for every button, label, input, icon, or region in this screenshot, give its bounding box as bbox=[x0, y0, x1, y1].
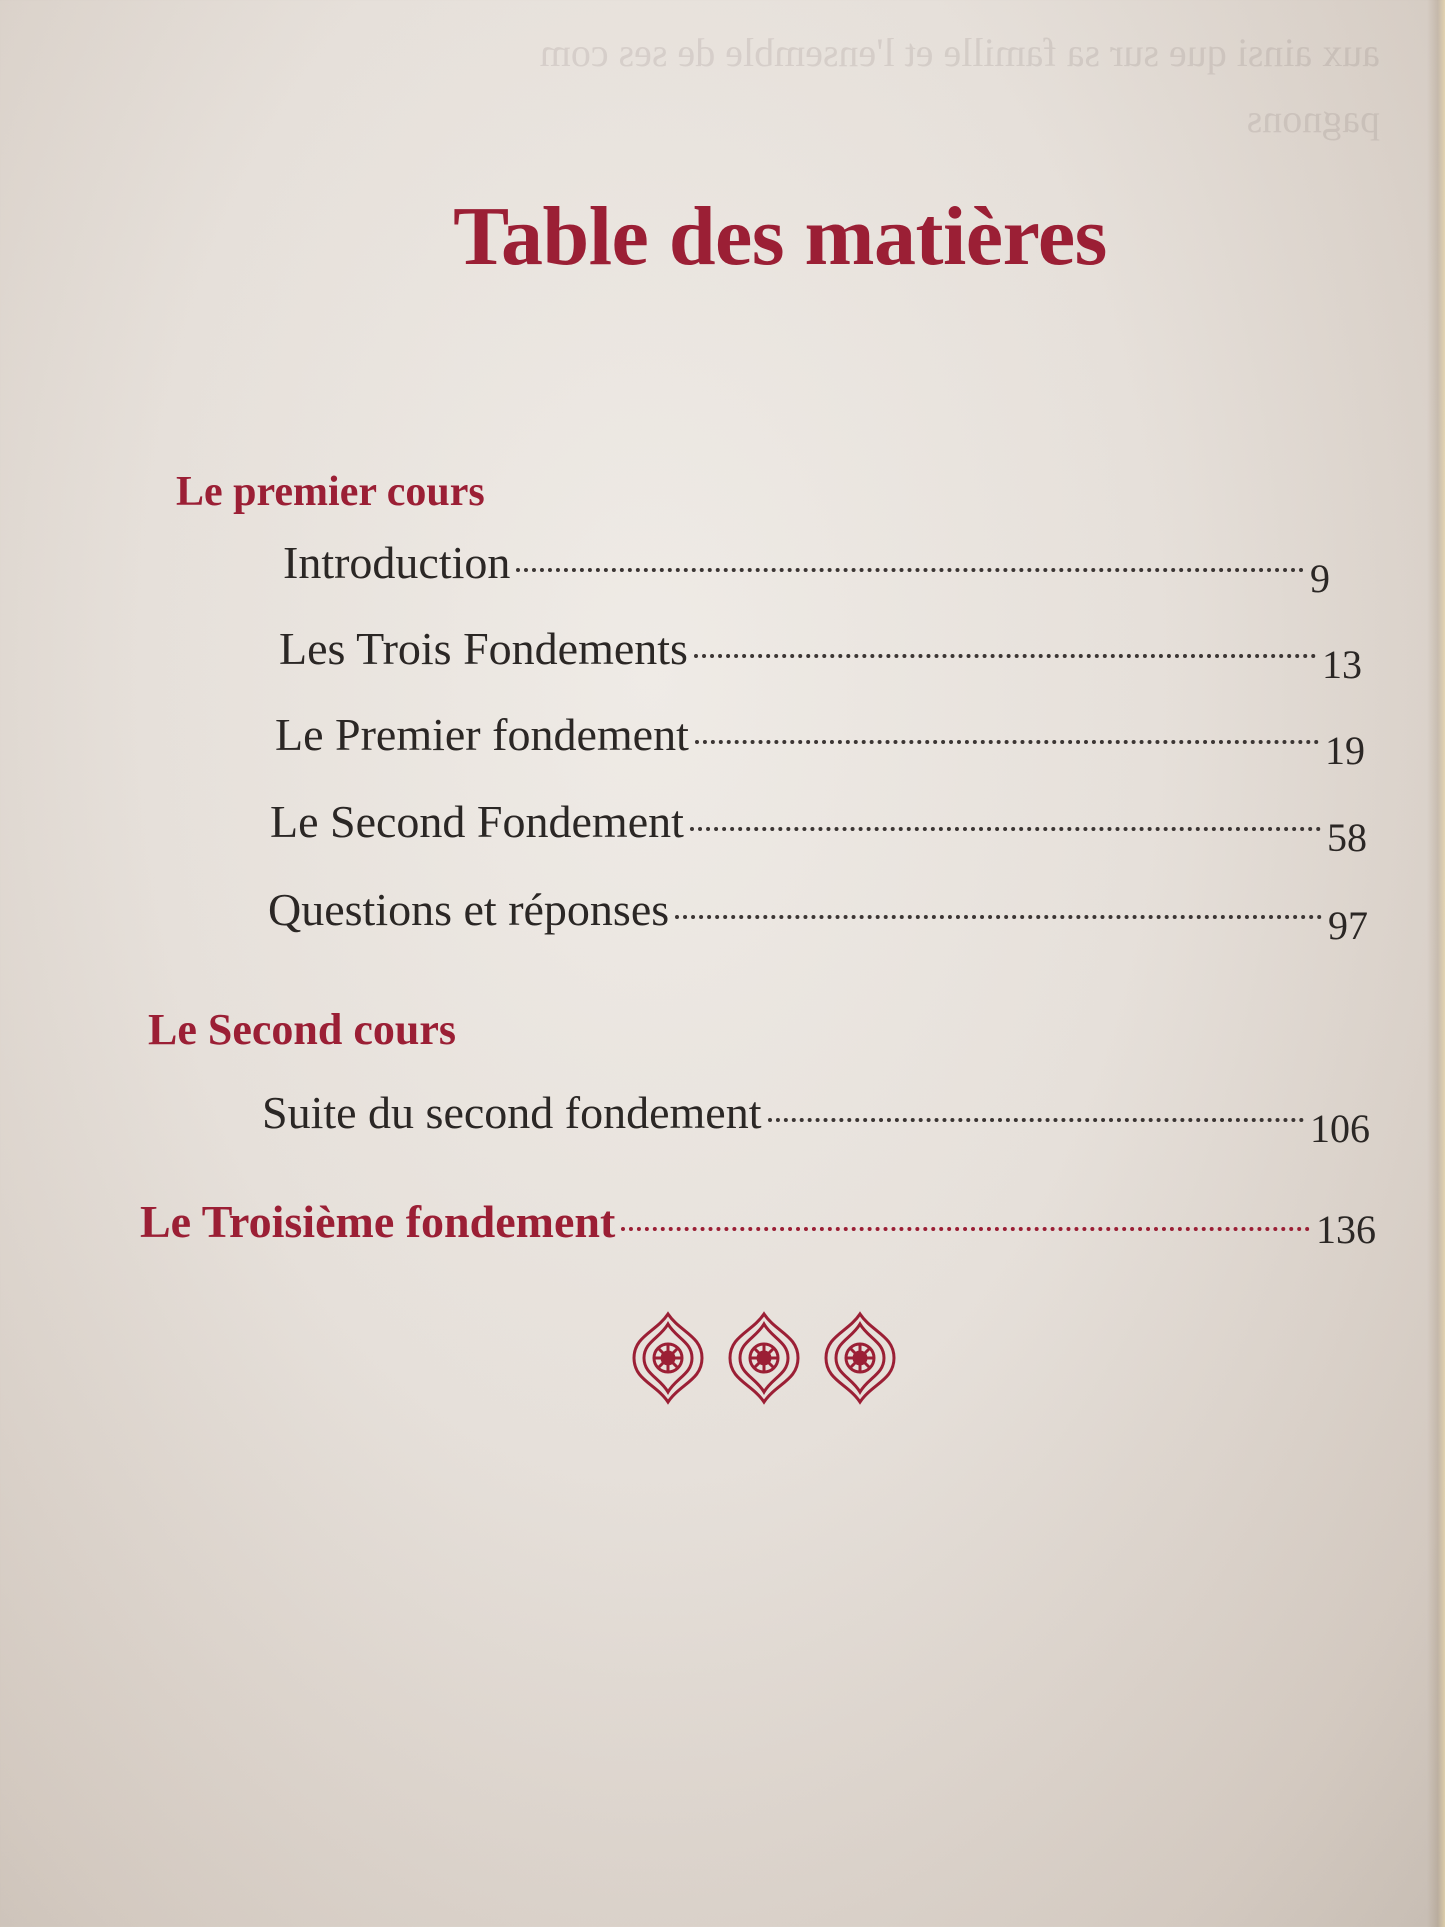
toc-major-entry[interactable] bbox=[140, 1195, 1376, 1252]
ornament-group bbox=[630, 1310, 898, 1406]
toc-entry-page: 58 bbox=[1327, 815, 1367, 860]
dot-leader bbox=[621, 1227, 1310, 1231]
toc-entry[interactable] bbox=[283, 536, 1330, 601]
toc-entry[interactable] bbox=[270, 795, 1367, 860]
bleed-through-text: aux ainsi que sur sa famille et l'ensemble de ses com pagnons bbox=[539, 30, 1380, 141]
section-heading-second-cours: Le Second cours bbox=[148, 1005, 456, 1054]
toc-entry-label: Les Trois Fondements bbox=[279, 623, 688, 674]
page-title: Table des matières bbox=[453, 190, 1107, 283]
toc-entry-page: 106 bbox=[1310, 1106, 1370, 1151]
toc-entry-page: 19 bbox=[1325, 728, 1365, 773]
dot-leader bbox=[694, 654, 1316, 658]
toc-entry-page: 13 bbox=[1322, 642, 1362, 687]
toc-entry-label: Le Premier fondement bbox=[275, 709, 689, 760]
floral-rosette-icon bbox=[726, 1310, 802, 1406]
dot-leader bbox=[516, 568, 1304, 572]
toc-entry-label: Suite du second fondement bbox=[262, 1087, 762, 1138]
dot-leader bbox=[695, 740, 1319, 744]
toc-major-entry-label: Le Troisième fondement bbox=[140, 1196, 616, 1247]
floral-rosette-icon bbox=[822, 1310, 898, 1406]
section-heading-premier-cours: Le premier cours bbox=[176, 469, 485, 515]
floral-rosette-icon bbox=[630, 1310, 706, 1406]
toc-entry-page: 9 bbox=[1310, 556, 1330, 601]
dot-leader bbox=[675, 915, 1322, 919]
toc-entry-label: Introduction bbox=[283, 537, 511, 588]
toc-entry[interactable] bbox=[279, 622, 1362, 687]
dot-leader bbox=[768, 1118, 1304, 1122]
toc-major-entry-page: 136 bbox=[1316, 1207, 1376, 1252]
toc-entry-page: 97 bbox=[1328, 903, 1368, 948]
toc-entry[interactable] bbox=[262, 1086, 1370, 1151]
toc-entry-label: Le Second Fondement bbox=[270, 796, 684, 847]
dot-leader bbox=[690, 827, 1321, 831]
page-edge bbox=[1427, 0, 1445, 1927]
toc-entry[interactable] bbox=[268, 883, 1368, 948]
toc-entry[interactable] bbox=[275, 708, 1365, 773]
toc-entry-label: Questions et réponses bbox=[268, 884, 670, 935]
